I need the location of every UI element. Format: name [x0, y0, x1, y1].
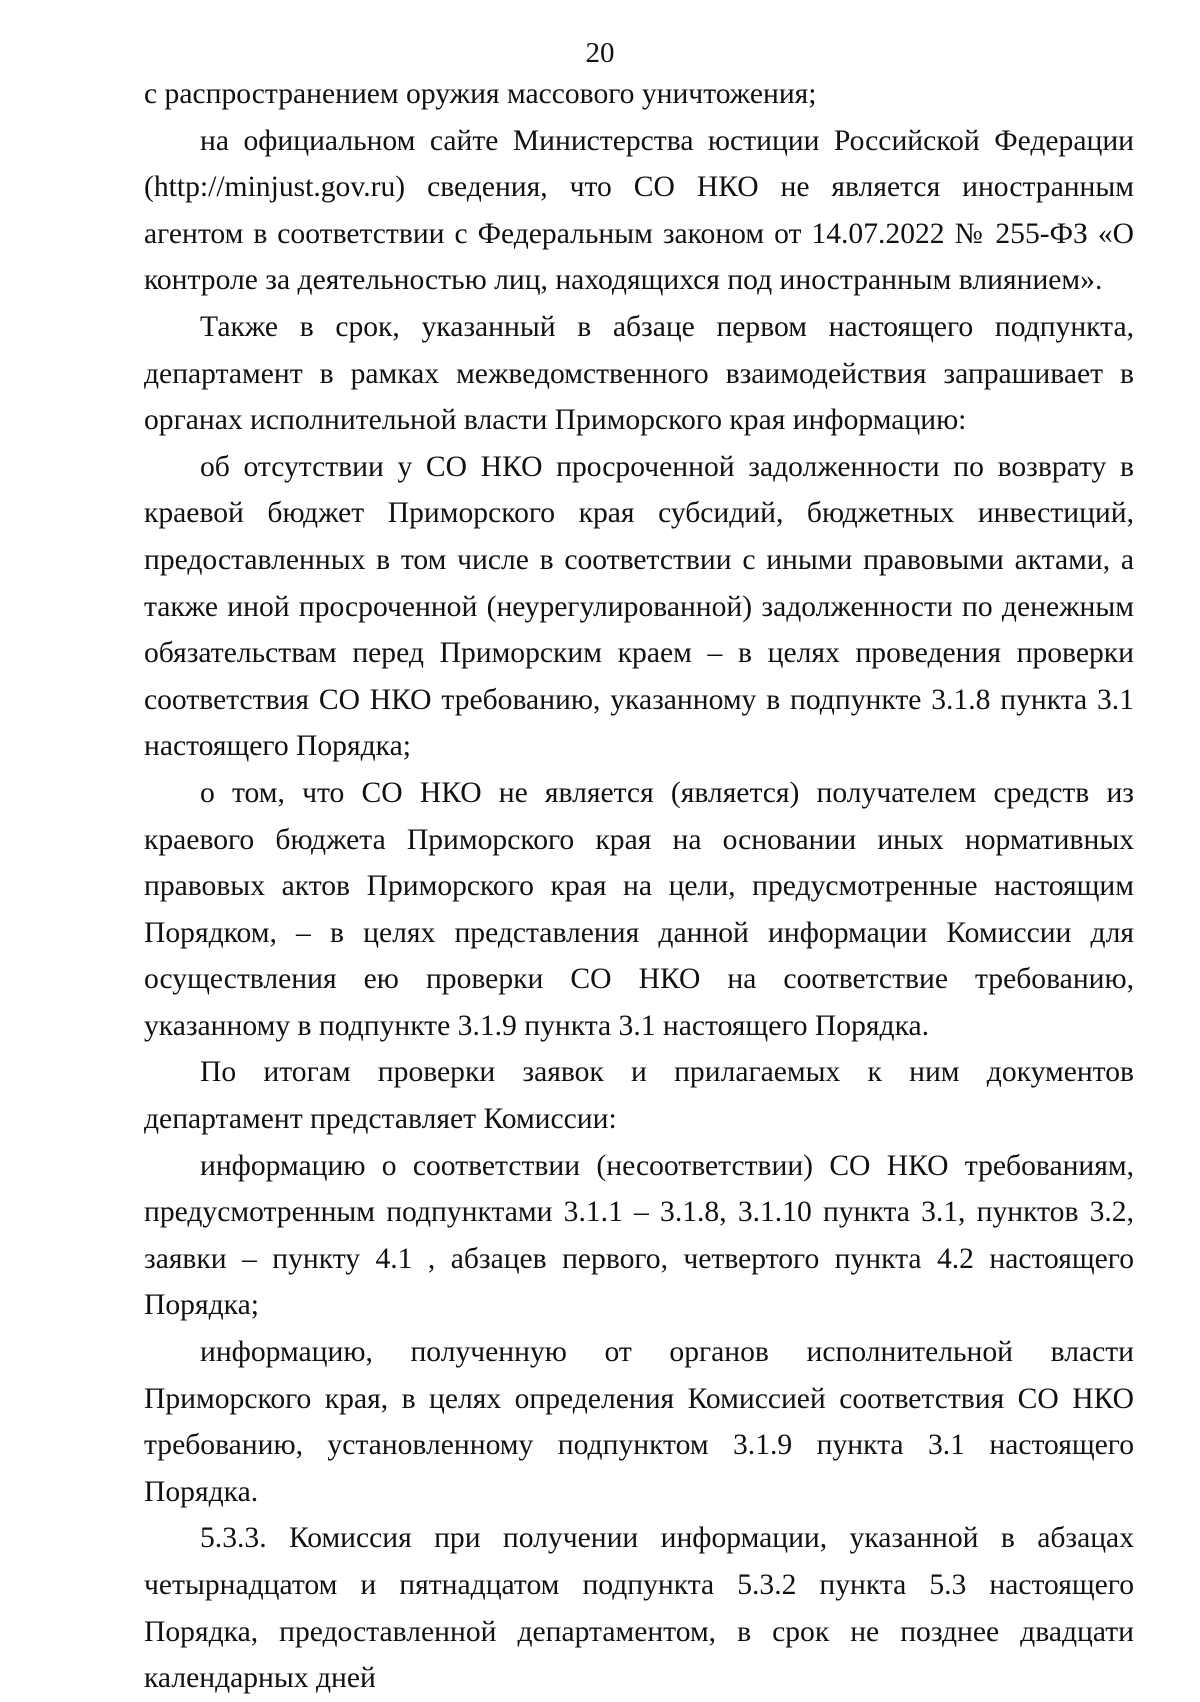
paragraph-check-results: По итогам проверки заявок и прилагаемых к ним документов департамент представляет Комиссии: — [144, 1056, 1134, 1136]
paragraph-executive-info: информацию, полученную от органов исполнительной власти Приморского края, в целях определения Комиссией соответствия СО НКО требованию, установленному подпунктом 3.1.9 пункта 3.1 настоящего Порядка. — [144, 1336, 1134, 1508]
paragraph-compliance-info: информацию о соответствии (несоответствии) СО НКО требованиям, предусмотренным подпунктами 3.1.1 – 3.1.8, 3.1.10 пункта 3.1, пунктов 3.2, заявки – пункту 4.1 , абзацев первого, четвертого пункта 4.2 настоящего Порядка; — [144, 1149, 1134, 1322]
paragraph-not-recipient: о том, что СО НКО не является (является) получателем средств из краевого бюджета Приморского края на основании иных нормативных правовых актов Приморского края на цели, предусмотренные настоящим Порядком, – в целях представления данной информации Комиссии для осуществления ею проверки СО НКО на соответствие требованию, указанному в подпункте 3.1.9 пункта 3.1 настоящего Порядка. — [144, 776, 1134, 1042]
paragraph-wmd-continuation: с распространением оружия массового уничтожения; — [144, 78, 817, 110]
paragraph-minjust-site: на официальном сайте Министерства юстиции Российской Федерации (http://minjust.gov.ru) сведения, что СО НКО не является иностранным агентом в соответствии с Федеральным законом от 14.07.2022 № 255-ФЗ «О контроле за деятельностью лиц, находящихся под иностранным влиянием». — [144, 124, 1134, 297]
document-body — [144, 71, 1134, 1702]
page-number: 20 — [585, 37, 615, 69]
paragraph-interagency-request: Также в срок, указанный в абзаце первом настоящего подпункта, департамент в рамках межведомственного взаимодействия запрашивает в органах исполнительной власти Приморского края информацию: — [144, 310, 1134, 437]
paragraph-5-3-3: 5.3.3. Комиссия при получении информации, указанной в абзацах четырнадцатом и пятнадцатом подпункта 5.3.2 пункта 5.3 настоящего Порядка, предоставленной департаментом, в срок не позднее двадцати календарных дней — [144, 1522, 1134, 1695]
paragraph-no-overdue-debt: об отсутствии у СО НКО просроченной задолженности по возврату в краевой бюджет Приморского края субсидий, бюджетных инвестиций, предоставленных в том числе в соответствии с иными правовыми актами, а также иной просроченной (неурегулированной) задолженности по денежным обязательствам перед Приморским краем – в целях проведения проверки соответствия СО НКО требованию, указанному в подпункте 3.1.8 пункта 3.1 настоящего Порядка; — [144, 450, 1134, 763]
